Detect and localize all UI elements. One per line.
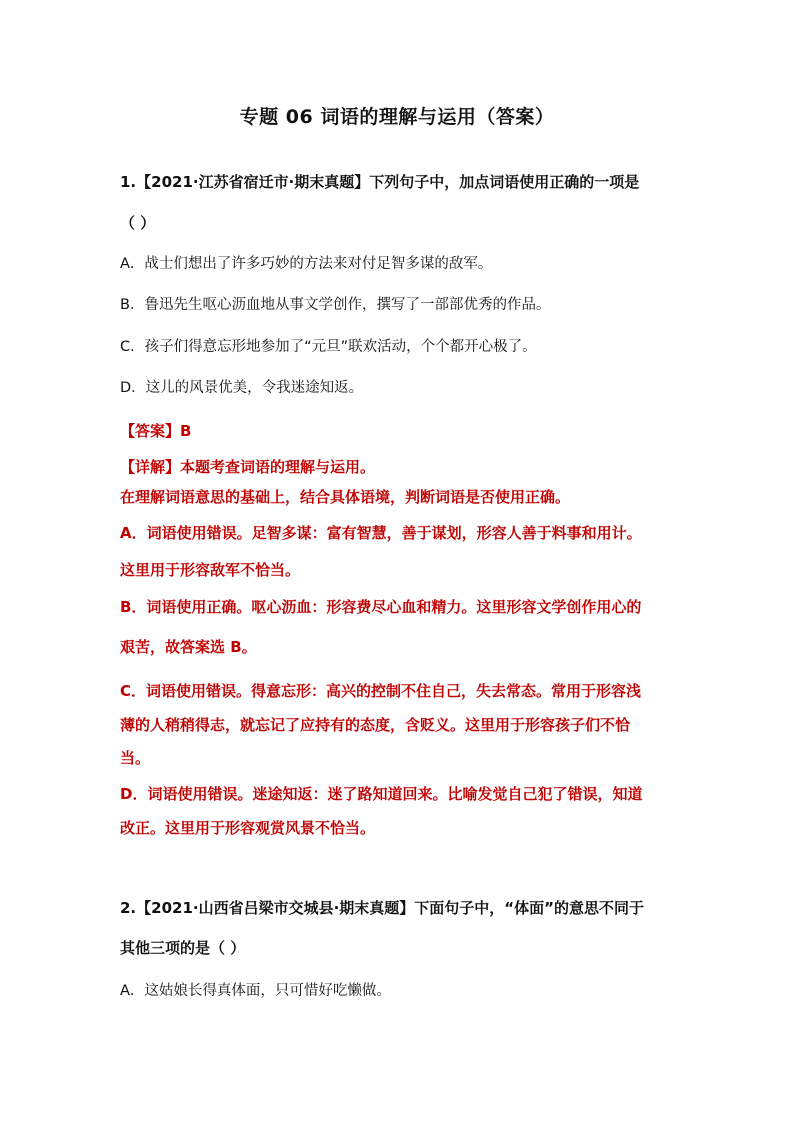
question-1-answer: 【答案】B <box>120 422 192 440</box>
question-1-detail-line: 当。 <box>120 749 151 767</box>
question-2-stem: 2.【2021·山西省吕梁市交城县·期末真题】下面句子中，“体面”的意思不同于 <box>120 899 644 917</box>
question-1-detail-line: B．词语使用正确。呕心沥血：形容费尽心血和精力。这里形容文学创作用心的 <box>120 598 642 616</box>
question-1-option-d: D．这儿的风景优美，令我迷途知返。 <box>120 380 364 396</box>
page-title: 专题 06 词语的理解与运用（答案） <box>239 106 555 128</box>
question-1-option-c: C．孩子们得意忘形地参加了“元旦”联欢活动，个个都开心极了。 <box>120 339 537 355</box>
question-1-detail-line: 改正。这里用于形容观赏风景不恰当。 <box>120 819 376 837</box>
question-2-option-a: A．这姑娘长得真体面，只可惜好吃懒做。 <box>120 983 391 999</box>
question-1-detail-line: 【详解】本题考查词语的理解与运用。 <box>120 458 376 476</box>
question-1-option-b: B．鲁迅先生呕心沥血地从事文学创作，撰写了一部部优秀的作品。 <box>120 297 551 313</box>
question-1-detail-line: 在理解词语意思的基础上，结合具体语境，判断词语是否使用正确。 <box>120 488 571 506</box>
question-1-detail-line: 这里用于形容敌军不恰当。 <box>120 561 301 579</box>
question-1-stem: 1.【2021·江苏省宿迁市·期末真题】下列句子中，加点词语使用正确的一项是 <box>120 173 640 191</box>
question-1-option-a: A．战士们想出了许多巧妙的方法来对付足智多谋的敌军。 <box>120 256 493 272</box>
question-1-detail-line: C．词语使用错误。得意忘形：高兴的控制不住自己，失去常态。常用于形容浅 <box>120 682 642 700</box>
question-1-detail-line: D．词语使用错误。迷途知返：迷了路知道回来。比喻发觉自己犯了错误，知道 <box>120 785 643 803</box>
question-1-answer-blank: （ ） <box>120 214 156 232</box>
question-1-detail-line: A．词语使用错误。足智多谋：富有智慧，善于谋划，形容人善于料事和用计。 <box>120 524 642 542</box>
question-1-detail-line: 薄的人稍稍得志，就忘记了应持有的态度，含贬义。这里用于形容孩子们不恰 <box>120 716 631 734</box>
question-2-stem-continued: 其他三项的是（ ） <box>120 939 246 957</box>
question-1-detail-line: 艰苦，故答案选 B。 <box>120 638 257 656</box>
